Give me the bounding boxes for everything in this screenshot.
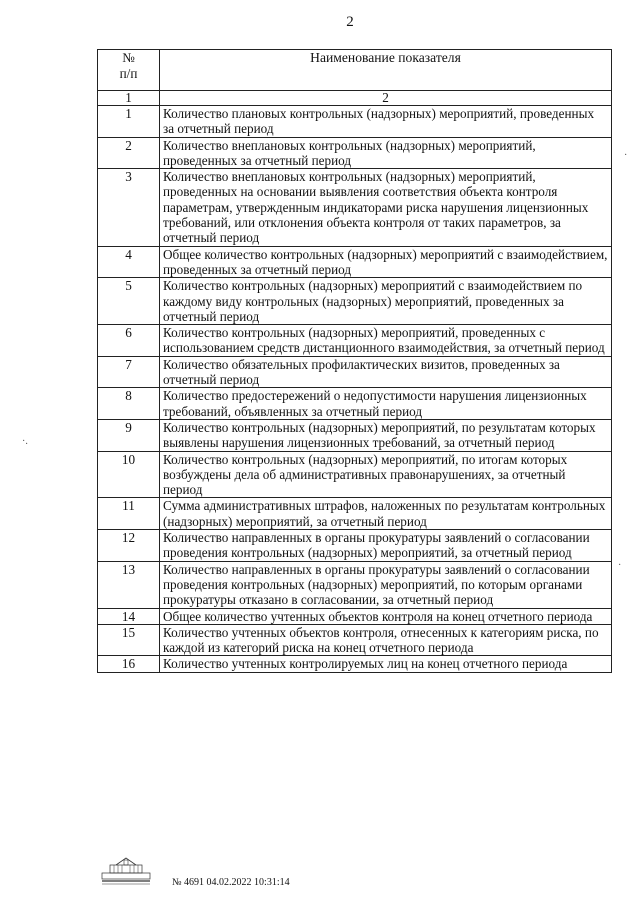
table-row <box>98 561 612 608</box>
row-number: 16 <box>98 656 160 672</box>
table-row <box>98 451 612 498</box>
row-number: 15 <box>98 624 160 656</box>
column-index-1: 1 <box>98 91 160 106</box>
indicator-name: Количество учтенных объектов контроля, отнесенных к категориям риска, по каждой из категорий риска на конец отчетного периода <box>160 624 612 656</box>
indicator-name: Количество плановых контрольных (надзорных) мероприятий, проведенных за отчетный период <box>160 106 612 138</box>
header-indicator-name: Наименование показателя <box>160 50 612 91</box>
indicator-name: Количество внеплановых контрольных (надзорных) мероприятий, проведенных за отчетный период <box>160 137 612 169</box>
indicator-name: Количество учтенных контролируемых лиц на конец отчетного периода <box>160 656 612 672</box>
indicator-name: Сумма административных штрафов, наложенных по результатам контрольных (надзорных) мероприятий, за отчетный период <box>160 498 612 530</box>
table-row <box>98 137 612 169</box>
table-row <box>98 624 612 656</box>
table-body <box>98 106 612 673</box>
row-number: 11 <box>98 498 160 530</box>
registration-stamp-text: № 4691 04.02.2022 10:31:14 <box>172 877 290 888</box>
row-number: 14 <box>98 608 160 624</box>
indicator-name: Количество контрольных (надзорных) мероприятий, по итогам которых возбуждены дела об административных правонарушениях, за отчетный период <box>160 451 612 498</box>
table-row <box>98 498 612 530</box>
indicators-table <box>97 49 612 673</box>
indicator-name: Количество направленных в органы прокуратуры заявлений о согласовании проведения контрольных (надзорных) мероприятий, по которым органами прокуратуры отказано в согласовании, за отчетный период <box>160 561 612 608</box>
table-row <box>98 278 612 325</box>
row-number: 1 <box>98 106 160 138</box>
row-number: 4 <box>98 246 160 278</box>
indicator-name: Общее количество контрольных (надзорных) мероприятий с взаимодействием, проведенных за отчетный период <box>160 246 612 278</box>
row-number: 13 <box>98 561 160 608</box>
table-row <box>98 656 612 672</box>
row-number: 12 <box>98 530 160 562</box>
scan-dot: ·. <box>22 436 28 447</box>
table-row <box>98 246 612 278</box>
row-number: 10 <box>98 451 160 498</box>
page-number: 2 <box>346 14 354 30</box>
row-number: 3 <box>98 169 160 246</box>
table-row <box>98 388 612 420</box>
table-row <box>98 419 612 451</box>
footer <box>100 855 400 895</box>
column-index-2: 2 <box>160 91 612 106</box>
column-index-row <box>98 91 612 106</box>
row-number: 6 <box>98 325 160 357</box>
indicator-name: Количество предостережений о недопустимости нарушения лицензионных требований, объявленных за отчетный период <box>160 388 612 420</box>
header-number: № п/п <box>98 50 160 91</box>
table-row <box>98 169 612 246</box>
table-row <box>98 325 612 357</box>
scan-dot: · <box>618 560 622 571</box>
table-header-row <box>98 50 612 91</box>
indicator-name: Количество контрольных (надзорных) мероприятий с взаимодействием по каждому виду контрольных (надзорных) мероприятий, проведенных за отчетный период <box>160 278 612 325</box>
row-number: 5 <box>98 278 160 325</box>
table-row <box>98 356 612 388</box>
table-row <box>98 608 612 624</box>
scan-dot: · <box>624 150 628 161</box>
table-row <box>98 106 612 138</box>
indicator-name: Количество направленных в органы прокуратуры заявлений о согласовании проведения контрольных (надзорных) мероприятий, за отчетный период <box>160 530 612 562</box>
indicator-name: Количество контрольных (надзорных) мероприятий, проведенных с использованием средств дистанционного взаимодействия, за отчетный период <box>160 325 612 357</box>
row-number: 8 <box>98 388 160 420</box>
indicator-name: Количество контрольных (надзорных) мероприятий, по результатам которых выявлены нарушения лицензионных требований, за отчетный период <box>160 419 612 451</box>
indicator-name: Количество внеплановых контрольных (надзорных) мероприятий, проведенных на основании выявления соответствия объекта контроля параметрам, утвержденным индикаторами риска нарушения лицензионных требований, или отклонения объекта контроля от таких параметров, за отчетный период <box>160 169 612 246</box>
table-row <box>98 530 612 562</box>
registry-stamp-logo <box>100 855 158 887</box>
row-number: 7 <box>98 356 160 388</box>
row-number: 2 <box>98 137 160 169</box>
indicator-name: Количество обязательных профилактических визитов, проведенных за отчетный период <box>160 356 612 388</box>
row-number: 9 <box>98 419 160 451</box>
indicator-name: Общее количество учтенных объектов контроля на конец отчетного периода <box>160 608 612 624</box>
